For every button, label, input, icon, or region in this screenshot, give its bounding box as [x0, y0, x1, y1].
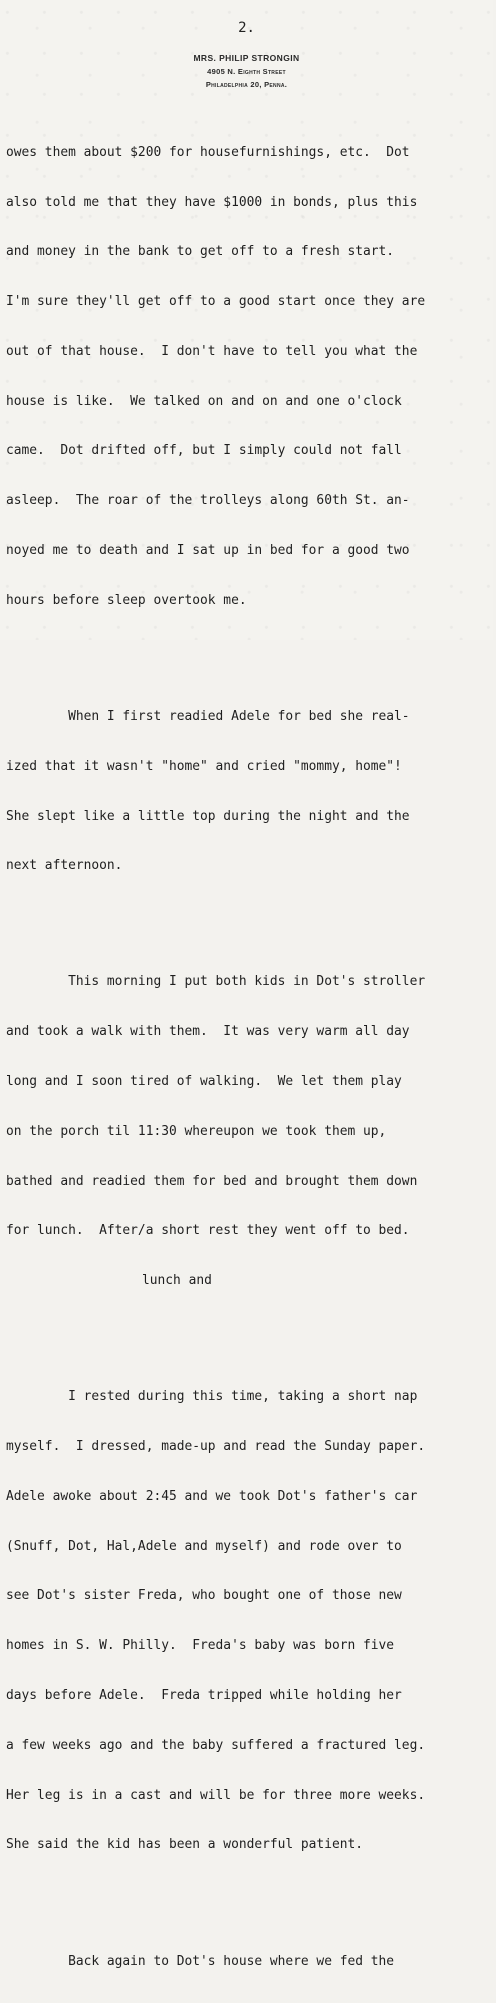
text-line: noyed me to death and I sat up in bed for a good two — [6, 543, 410, 559]
letterhead-city: Philadelphia 20, Penna. — [205, 80, 288, 89]
text-line: also told me that they have $1000 in bonds, plus this — [6, 194, 418, 210]
letterhead — [0, 52, 493, 91]
text-line: and took a walk with them. It was very warm all day — [6, 1024, 410, 1040]
handwritten-insert: lunch and — [142, 1273, 212, 1289]
text-line: came. Dot drifted off, but I simply could not fall — [6, 443, 402, 459]
text-line: house is like. We talked on and on and one o'clock — [6, 393, 402, 409]
text-line: Back again to Dot's house where we fed the — [6, 1953, 395, 1969]
text-line: and money in the bank to get off to a fresh start. — [6, 244, 395, 260]
text-line: myself. I dressed, made-up and read the Sunday paper. — [6, 1439, 426, 1455]
letterhead-street: 4905 N. Eighth Street — [207, 67, 286, 76]
text-line: out of that house. I don't have to tell you what the — [6, 343, 418, 359]
text-line: see Dot's sister Freda, who bought one of those new — [6, 1588, 402, 1604]
text-line: hours before sleep overtook me. — [6, 592, 247, 608]
text-line: I'm sure they'll get off to a good start once they are — [6, 294, 426, 310]
text-line: When I first readied Adele for bed she real- — [6, 708, 410, 724]
letter-body — [6, 95, 496, 2003]
text-line: This morning I put both kids in Dot's stroller — [6, 974, 426, 990]
text-line: owes them about $200 for housefurnishings, etc. Dot — [6, 144, 410, 160]
text-line: a few weeks ago and the baby suffered a fractured leg. — [6, 1737, 426, 1753]
text-line: days before Adele. Freda tripped while holding her — [6, 1688, 402, 1703]
text-line: bathed and readied them for bed and brought them down — [6, 1173, 418, 1189]
text-line: on the porch til 11:30 whereupon we took them up, — [6, 1123, 387, 1139]
text-line: ized that it wasn't "home" and cried "mommy, home"! — [6, 758, 402, 774]
text-line: homes in S. W. Philly. Freda's baby was born five — [6, 1638, 395, 1654]
text-line: asleep. The roar of the trolleys along 60th St. an- — [6, 493, 410, 509]
page-number: 2. — [238, 20, 255, 36]
text-line: for lunch. After/a short rest they went off to bed. — [6, 1223, 410, 1239]
text-line: Her leg is in a cast and will be for three more weeks. — [6, 1787, 426, 1803]
text-line: long and I soon tired of walking. We let them play — [6, 1074, 402, 1090]
text-line: She slept like a little top during the night and the — [6, 808, 410, 824]
letterhead-name: MRS. PHILIP STRONGIN — [193, 53, 300, 63]
text-line: She said the kid has been a wonderful patient. — [6, 1837, 363, 1853]
text-line: (Snuff, Dot, Hal,Adele and myself) and rode over to — [6, 1538, 402, 1554]
text-line: next afternoon. — [6, 858, 123, 874]
text-line: Adele awoke about 2:45 and we took Dot's father's car — [6, 1488, 418, 1504]
text-line: I rested during this time, taking a short nap — [6, 1389, 418, 1405]
